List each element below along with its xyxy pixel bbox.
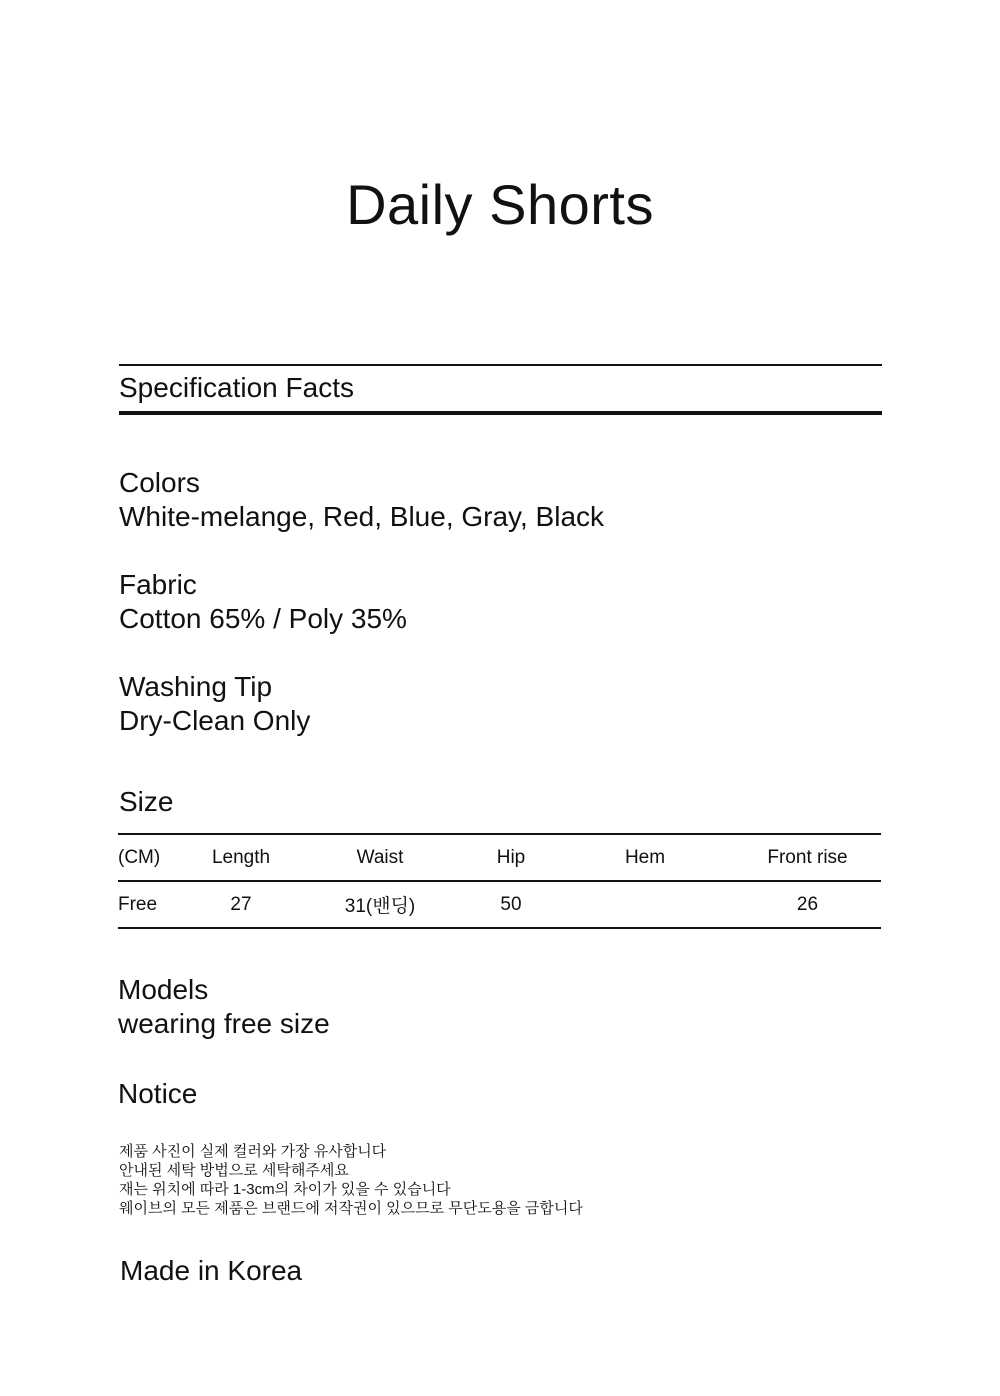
size-cell-hip: 50 <box>466 881 556 928</box>
size-cell-size: Free <box>118 881 188 928</box>
fabric-label: Fabric <box>119 569 197 600</box>
size-cell-front-rise: 26 <box>734 881 881 928</box>
size-header-length: Length <box>188 834 294 881</box>
product-title: Daily Shorts <box>346 173 654 236</box>
size-cell-hem <box>556 881 734 928</box>
size-header-hip: Hip <box>466 834 556 881</box>
size-cell-length: 27 <box>188 881 294 928</box>
models-label: Models <box>118 974 209 1005</box>
washing-label: Washing Tip <box>119 671 273 702</box>
table-row <box>118 881 881 928</box>
notice-line: 제품 사진이 실제 컬러와 가장 유사합니다 <box>119 1143 387 1160</box>
origin-label: Made in Korea <box>120 1255 303 1286</box>
size-table <box>118 833 881 929</box>
spec-header: Specification Facts <box>119 372 354 403</box>
notice-label: Notice <box>118 1078 198 1109</box>
size-table-header <box>118 834 881 881</box>
models-value: wearing free size <box>118 1008 330 1039</box>
colors-label: Colors <box>119 467 200 498</box>
fabric-value: Cotton 65% / Poly 35% <box>119 603 407 634</box>
size-header-front-rise: Front rise <box>734 834 881 881</box>
size-header-waist: Waist <box>294 834 466 881</box>
washing-value: Dry-Clean Only <box>119 705 311 736</box>
notice-line: 웨이브의 모든 제품은 브랜드에 저작권이 있으므로 무단도용을 금합니다 <box>119 1200 583 1217</box>
notice-line: 안내된 세탁 방법으로 세탁해주세요 <box>119 1162 349 1179</box>
notice-lines <box>119 1142 583 1218</box>
size-label: Size <box>119 786 174 817</box>
size-header-unit: (CM) <box>118 834 188 881</box>
spec-top-rule <box>119 364 882 366</box>
size-header-hem: Hem <box>556 834 734 881</box>
spec-bottom-rule <box>119 411 882 415</box>
size-cell-waist: 31(밴딩) <box>294 881 466 928</box>
colors-value: White-melange, Red, Blue, Gray, Black <box>119 501 605 532</box>
notice-line: 재는 위치에 따라 1-3cm의 차이가 있을 수 있습니다 <box>119 1181 451 1198</box>
